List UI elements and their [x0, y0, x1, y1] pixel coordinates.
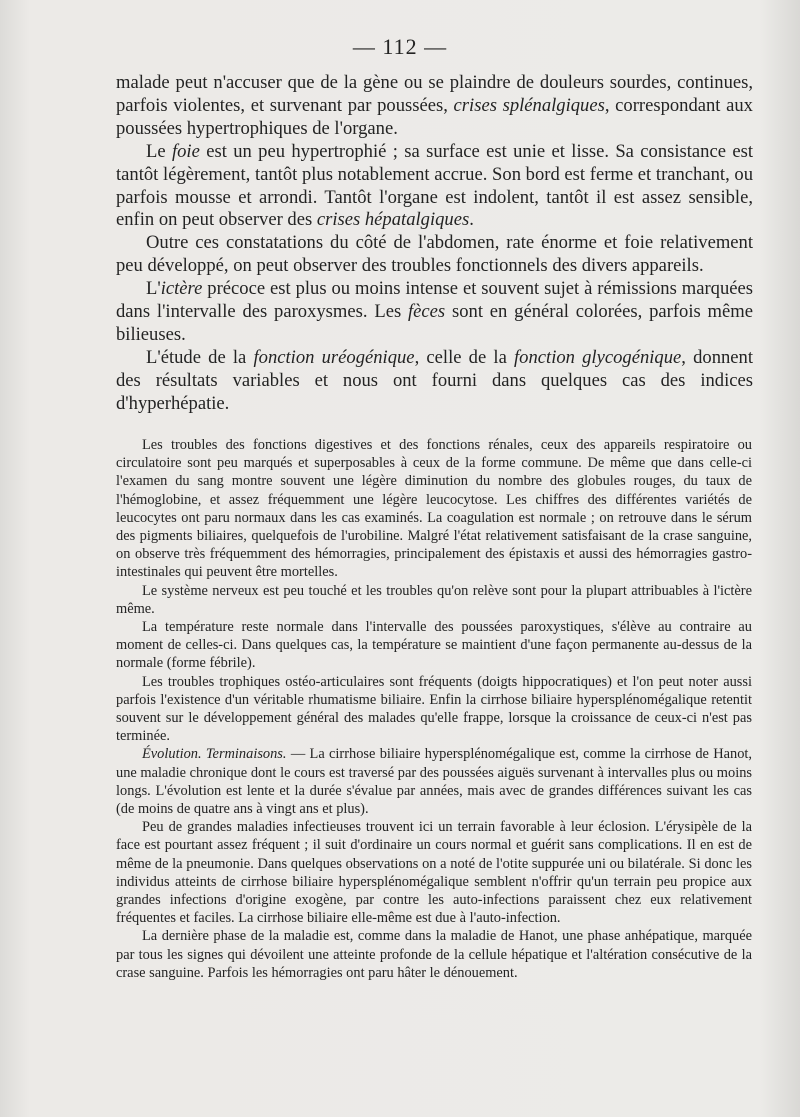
text-run: est un peu hypertrophié ; sa surface est unie et lisse. Sa consistance est tantôt légèrement, tantôt plus notablement accrue. Son bord est ferme et tranchant, ou parfois mousse et arrondi. Tantôt l'organe est indolent, tantôt il est assez sensible, enfin on peut observer des [116, 140, 753, 231]
main-paragraph [116, 232, 753, 278]
text-run: précoce est plus ou moins intense et souvent sujet à rémissions marquées dans l'intervalle des paroxysmes. Les [116, 278, 753, 323]
italic-text: fonction uréogénique [253, 346, 415, 368]
small-print-paragraph [116, 618, 752, 673]
italic-text: crises hépatalgiques [316, 209, 470, 231]
text-run: L'étude de la [146, 346, 254, 368]
small-print-paragraph [116, 745, 752, 818]
text-run: — La cirrhose biliaire hypersplénomégalique est, comme la cirrhose de Hanot, une maladie chronique dont le cours est traversé par des poussées aiguës survenant à intervalles plus ou moins longs. L'évolution est lente et la durée s'évalue par années, mais avec de grandes différences suivant les cas (de moins de quatre ans à vingt ans et plus). [116, 746, 752, 818]
text-run: , celle de la [414, 346, 515, 368]
small-print-paragraph [116, 673, 752, 746]
small-print-paragraph [116, 818, 752, 927]
page-number: — 112 — [352, 34, 448, 59]
text-run: . [469, 209, 474, 231]
main-paragraph [116, 72, 753, 141]
text-run: Peu de grandes maladies infectieuses trouvent ici un terrain favorable à leur éclosion. L'érysipèle de la face est pourtant assez fréquent ; il suit d'ordinaire un cours normal et guérit sans complications. Il en est de même de la pneumonie. Dans quelques observations on a noté de l'otite suppurée uni ou bilatérale. Si donc les individus atteints de cirrhose biliaire hypersplénomégalique semblent n'offrir qu'un terrain peu propice aux grandes infections d'origine exogène, par contre les auto-infections paraissent chez eux relativement fréquentes et faciles. La cirrhose biliaire elle-même est due à l'auto-infection. [116, 819, 752, 927]
text-run: sont en général colorées, parfois même bilieuses. [116, 301, 753, 345]
italic-text: foie [171, 140, 200, 162]
small-print-paragraph [116, 436, 752, 582]
text-run: Les troubles trophiques ostéo-articulaires sont fréquents (doigts hippocratiques) et l'on peut noter aussi parfois l'existence d'un véritable rhumatisme biliaire. Enfin la cirrhose biliaire hypersplénomégalique retentit souvent sur le développement général des malades qu'elle frappe, lorsque la croissance de ceux-ci n'est pas terminée. [116, 673, 752, 745]
text-run: Le système nerveux est peu touché et les troubles qu'on relève sont pour la plupart attribuables à l'ictère même. [116, 582, 752, 617]
text-run: Le [146, 140, 172, 162]
italic-text: crises splénalgiques [453, 94, 605, 116]
text-run: Outre ces constatations du côté de l'abdomen, rate énorme et foie relativement peu développé, on peut observer des troubles fonctionnels des divers appareils. [116, 232, 753, 277]
small-print-paragraph [116, 582, 752, 618]
text-run: malade peut n'accuser que de la gène ou se plaindre de douleurs sourdes, continues, parfois violentes, et survenant par poussées, [116, 72, 753, 116]
text-run: , correspondant aux poussées hypertrophiques de l'organe. [116, 94, 753, 139]
main-paragraph [116, 278, 753, 347]
small-print-text-block [116, 436, 752, 982]
italic-text: fonction glycogénique [514, 346, 682, 368]
text-run: La dernière phase de la maladie est, comme dans la maladie de Hanot, une phase anhépatique, marquée par tous les signes qui dévoilent une atteinte profonde de la cellule hépatique et l'altération consécutive de la crase sanguine. Parfois les hémorragies ont paru hâter le dénouement. [116, 928, 752, 981]
italic-text: ictère [160, 278, 203, 300]
text-run: L' [146, 278, 161, 300]
text-run: Les troubles des fonctions digestives et des fonctions rénales, ceux des appareils respiratoire ou circulatoire sont peu marqués et superposables à ceux de la forme commune. De même que dans celle-ci l'examen du sang montre souvent une légère diminution du nombre des globules rouges, du taux de l'hémoglobine, et assez fréquemment une légère leucocytose. Les chiffres des différentes variétés de leucocytes ont paru normaux dans les cas examinés. La coagulation est normale ; on retrouve dans le sérum des pigments biliaires, quelquefois de l'urobiline. Malgré l'état relativement satisfaisant de la crase sanguine, on observe très fréquemment des hémorragies, principalement des épistaxis et aussi des hémorragies gastro-intestinales qui peuvent être mortelles. [116, 437, 752, 581]
main-paragraph [116, 347, 753, 416]
small-print-paragraph [116, 927, 752, 982]
italic-text: fèces [408, 301, 446, 323]
text-run: La température reste normale dans l'intervalle des poussées paroxystiques, s'élève au contraire au moment de celles-ci. Dans quelques cas, la température se maintient d'une façon permanente au-dessus de la normale (forme fébrile). [116, 619, 752, 672]
main-text-block [116, 72, 753, 416]
text-run: , donnent des résultats variables et nous ont fourni dans quelques cas des indices d'hyperhépatie. [116, 346, 754, 414]
main-paragraph [116, 141, 753, 233]
italic-text: Évolution. Terminaisons. [142, 746, 287, 763]
